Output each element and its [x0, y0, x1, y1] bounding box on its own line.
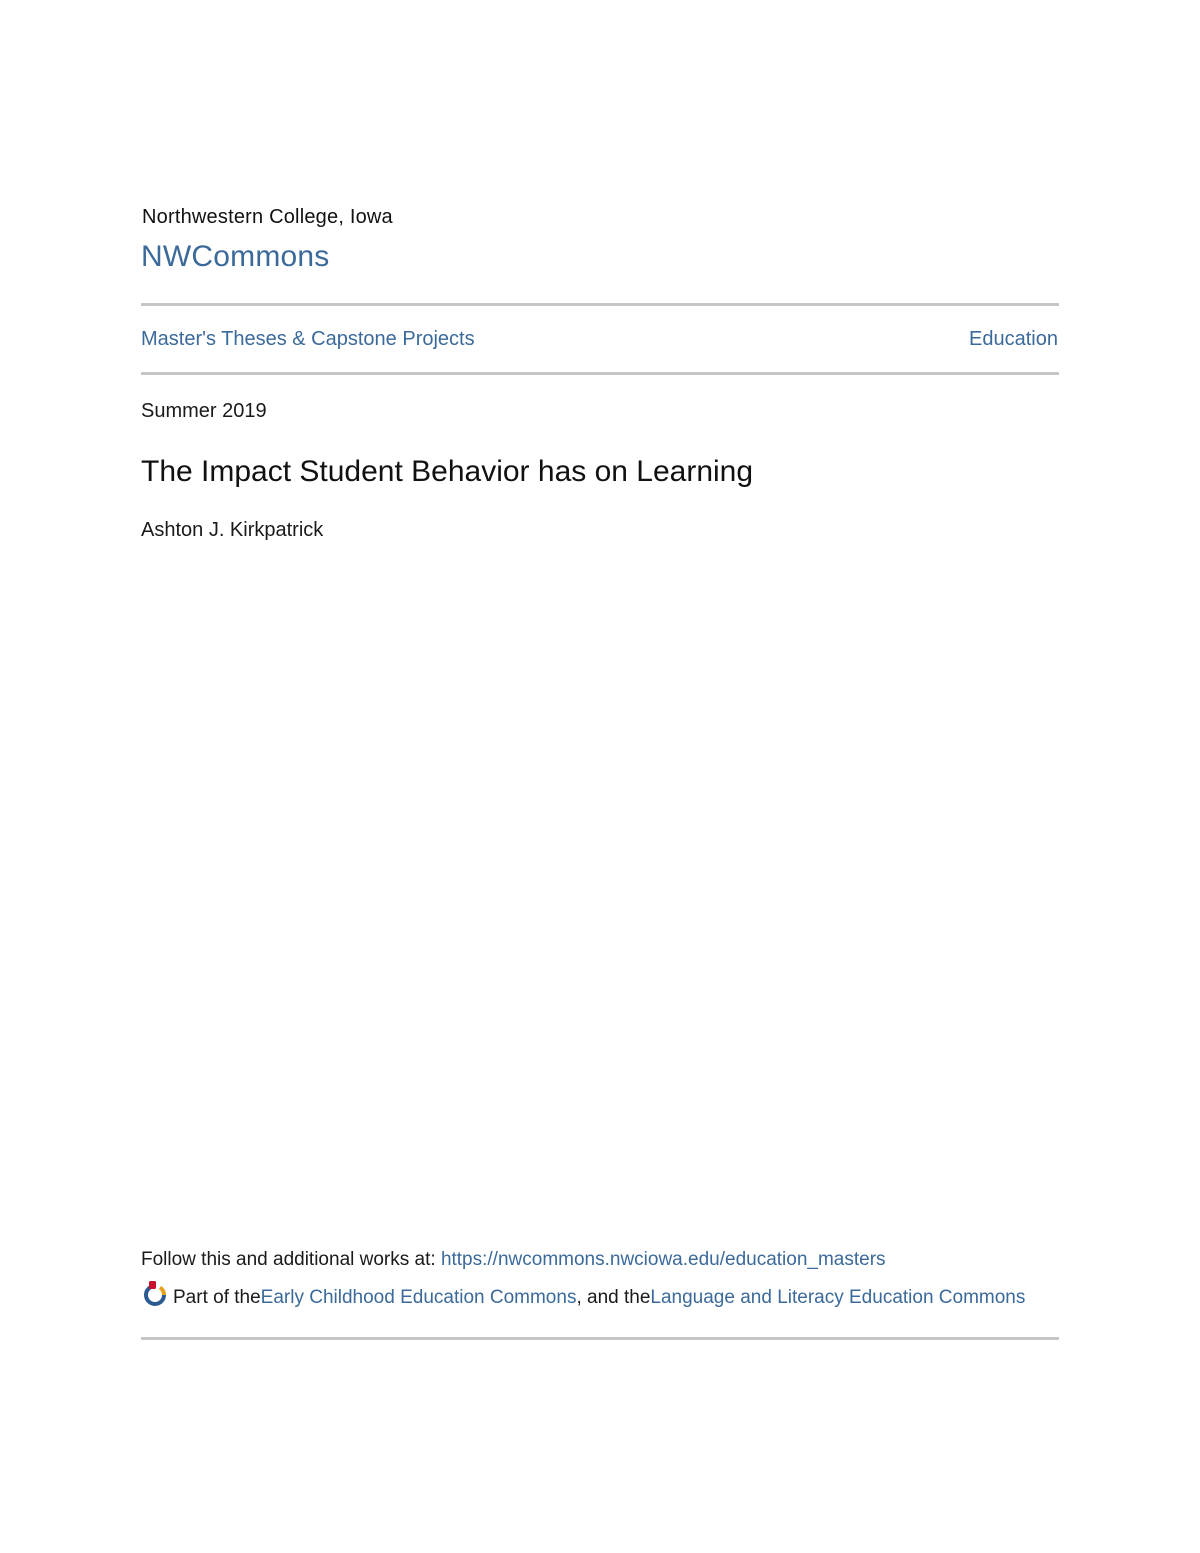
- institution-name: Northwestern College, Iowa: [142, 206, 393, 228]
- divider-middle: [141, 372, 1059, 375]
- department-link[interactable]: Education: [969, 328, 1058, 350]
- author-name: Ashton J. Kirkpatrick: [141, 519, 324, 541]
- collection-url-link[interactable]: https://nwcommons.nwciowa.edu/education_masters: [440, 1249, 886, 1270]
- divider-top: [141, 303, 1059, 306]
- publication-date: Summer 2019: [141, 400, 267, 422]
- part-of-line: [141, 1284, 1025, 1312]
- part-of-prefix: Part of the: [173, 1287, 261, 1308]
- commons-link-early-childhood[interactable]: Early Childhood Education Commons: [260, 1287, 577, 1308]
- part-of-mid: , and the: [576, 1287, 651, 1308]
- repository-link[interactable]: NWCommons: [141, 240, 330, 273]
- series-link[interactable]: Master's Theses & Capstone Projects: [141, 328, 475, 350]
- work-title: The Impact Student Behavior has on Learning: [141, 455, 754, 488]
- follow-prefix: Follow this and additional works at:: [141, 1249, 441, 1270]
- follow-line: [141, 1249, 886, 1271]
- divider-bottom: [141, 1337, 1059, 1340]
- commons-link-language-literacy[interactable]: Language and Literacy Education Commons: [650, 1287, 1026, 1308]
- network-commons-icon: [141, 1281, 169, 1309]
